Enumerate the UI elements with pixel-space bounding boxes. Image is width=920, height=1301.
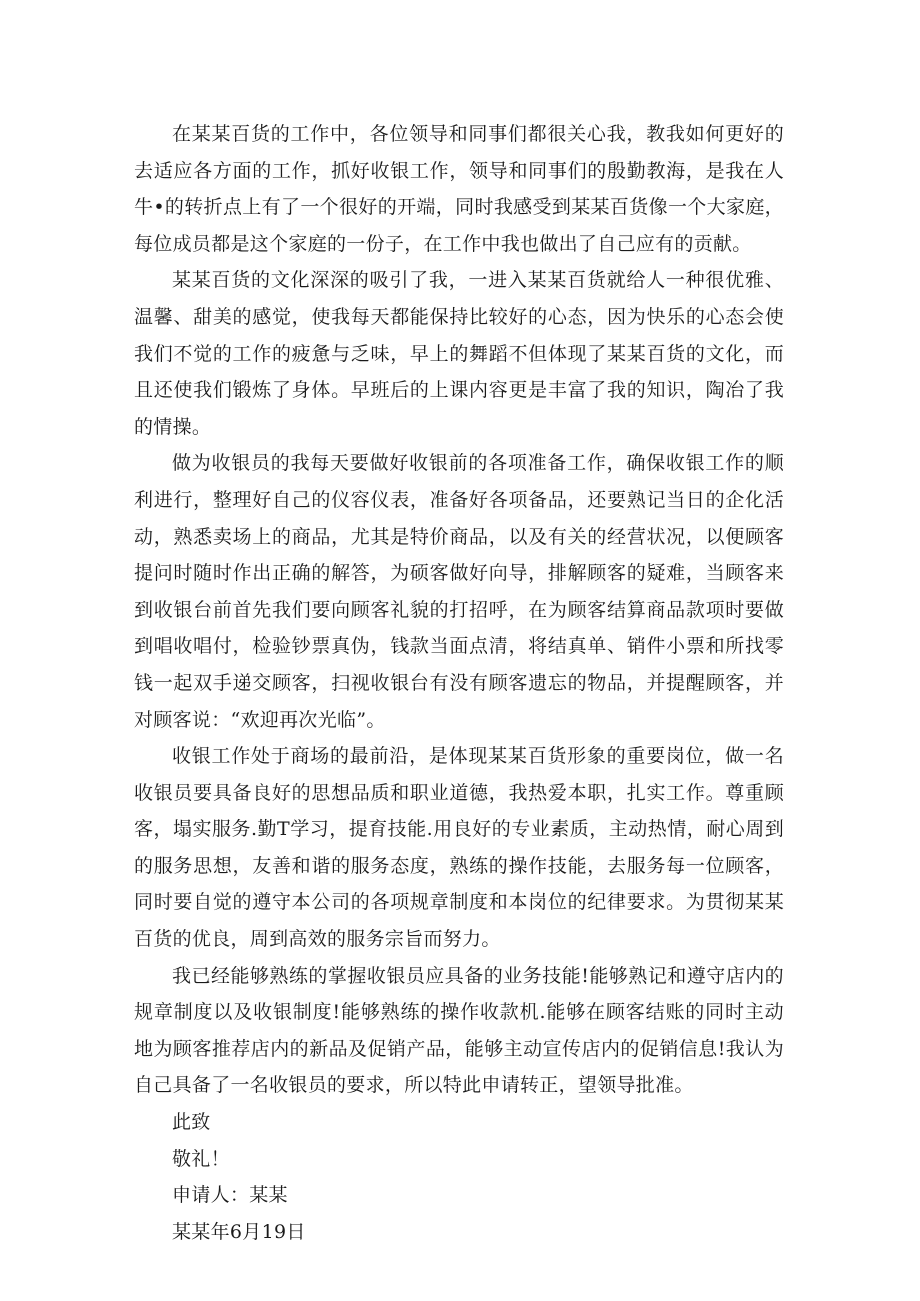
paragraph-2: 某某百货的文化深深的吸引了我，一进入某某百货就给人一种很优雅、温馨、甜美的感觉，使我每天都能保持比较好的心态，因为快乐的心态会使我们不觉的工作的疲惫与乏味，早上的舞蹈不但体现了某某百货的文化，而且还使我们锻炼了身体。早班后的上课内容更是丰富了我的知识，陶冶了我的情操。 — [134, 269, 784, 438]
salutation-cizhi: 此致 — [172, 1111, 211, 1134]
paragraph-1: 在某某百货的工作中，各位领导和同事们都很关心我，教我如何更好的去适应各方面的工作，抓好收银工作，领导和同事们的殷勤教海，是我在人牛•的转折点上有了一个很好的开端，同时我感受到某某百货像一个大家庭，每位成员都是这个家庭的一份子，在工作中我也做出了自己应有的贡献。 — [134, 123, 784, 255]
salutation-jingli: 敬礼！ — [172, 1147, 230, 1170]
paragraph-5: 我已经能够熟练的掌握收银员应具备的业务技能!能够熟记和遵守店内的规章制度以及收银制度!能够熟练的操作收款机.能够在顾客结账的同时主动地为顾客推荐店内的新品及促销产品，能够主动宣传店内的促销信息!我认为自己具备了一名收银员的要求，所以特此申请转正，望领导批准。 — [134, 964, 784, 1097]
paragraph-4: 收银工作处于商场的最前沿，是体现某某百货形象的重要岗位，做一名收银员要具备良好的思想品质和职业道德，我热爱本职，扎实工作。尊重顾客，塌实服务.勤T学习，提育技能.用良好的专业素质，主动热情，耐心周到的服务思想，友善和谐的服务态度，熟练的操作技能，去服务每一位顾客，同时要自觉的遵守本公司的各项规章制度和本岗位的纪律要求。为贯彻某某百货的优良，周到高效的服务宗旨而努力。 — [134, 745, 784, 951]
letter-date: 某某年6月19日 — [172, 1220, 306, 1243]
letter-body — [134, 116, 784, 1250]
paragraph-3: 做为收银员的我每天要做好收银前的各项准备工作，确保收银工作的顺利进行，整理好自己的仪容仪表，准备好各项备品，还要熟记当日的企化活动，熟悉卖场上的商品，尤其是特价商品，以及有关的经营状况，以便顾客提问时随时作出正确的解答，为硕客做好向导，排解顾客的疑难，当顾客来到收银台前首先我们要向顾客礼貌的打招呼，在为顾客结算商品款项时要做到唱收唱付，检验钞票真伪，钱款当面点清，将结真单、销件小票和所找零钱一起双手递交顾客，扫视收银台有没有顾客遗忘的物品，并提醒顾客，并对顾客说：“欢迎再次光临”。 — [134, 452, 784, 731]
applicant-signature: 申请人：某某 — [172, 1184, 288, 1207]
